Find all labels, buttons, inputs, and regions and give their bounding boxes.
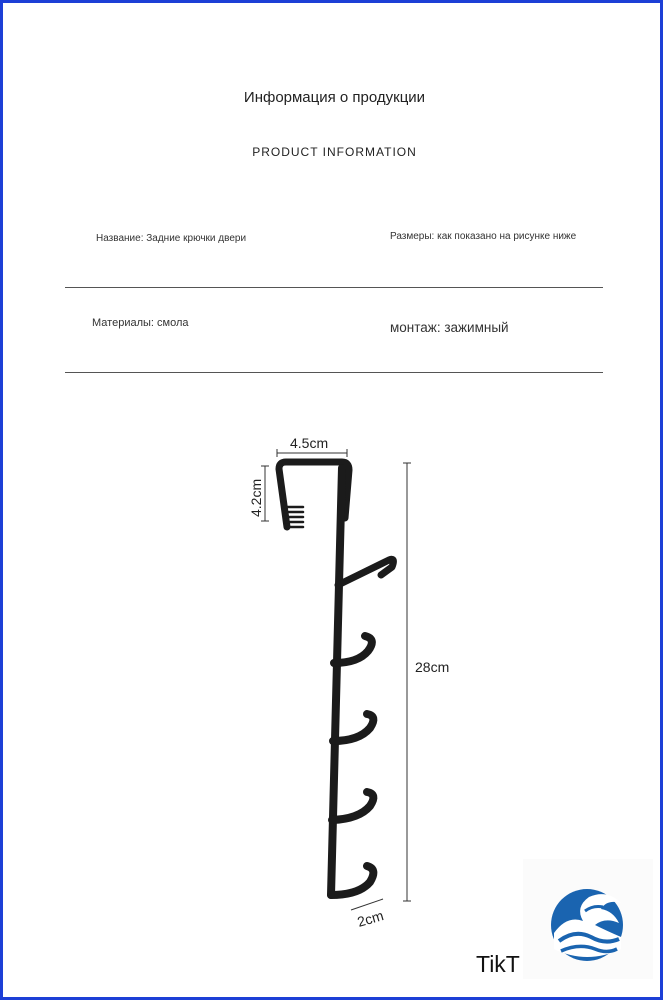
- spec-size: Размеры: как показано на рисунке ниже: [390, 231, 577, 242]
- page-subtitle: PRODUCT INFORMATION: [252, 145, 417, 159]
- spec-mount: монтаж: зажимный: [390, 320, 509, 335]
- product-image: [233, 423, 483, 933]
- spec-name: Название: Задние крючки двери: [96, 233, 247, 244]
- dimension-total-height: 28cm: [415, 659, 450, 675]
- divider: [65, 287, 603, 288]
- watermark-text: TikT: [476, 951, 520, 977]
- spec-material: Материалы: смола: [92, 317, 189, 329]
- door-hook-rack: [279, 462, 393, 895]
- divider: [65, 372, 603, 373]
- dimension-clip-height: 4.2cm: [248, 478, 264, 517]
- dimension-hook-depth: 2cm: [355, 907, 386, 930]
- dimension-top-width: 4.5cm: [290, 435, 329, 451]
- page-title: Информация о продукции: [243, 89, 426, 106]
- watermark-logo: [523, 859, 653, 979]
- wave-logo-icon: [523, 859, 653, 979]
